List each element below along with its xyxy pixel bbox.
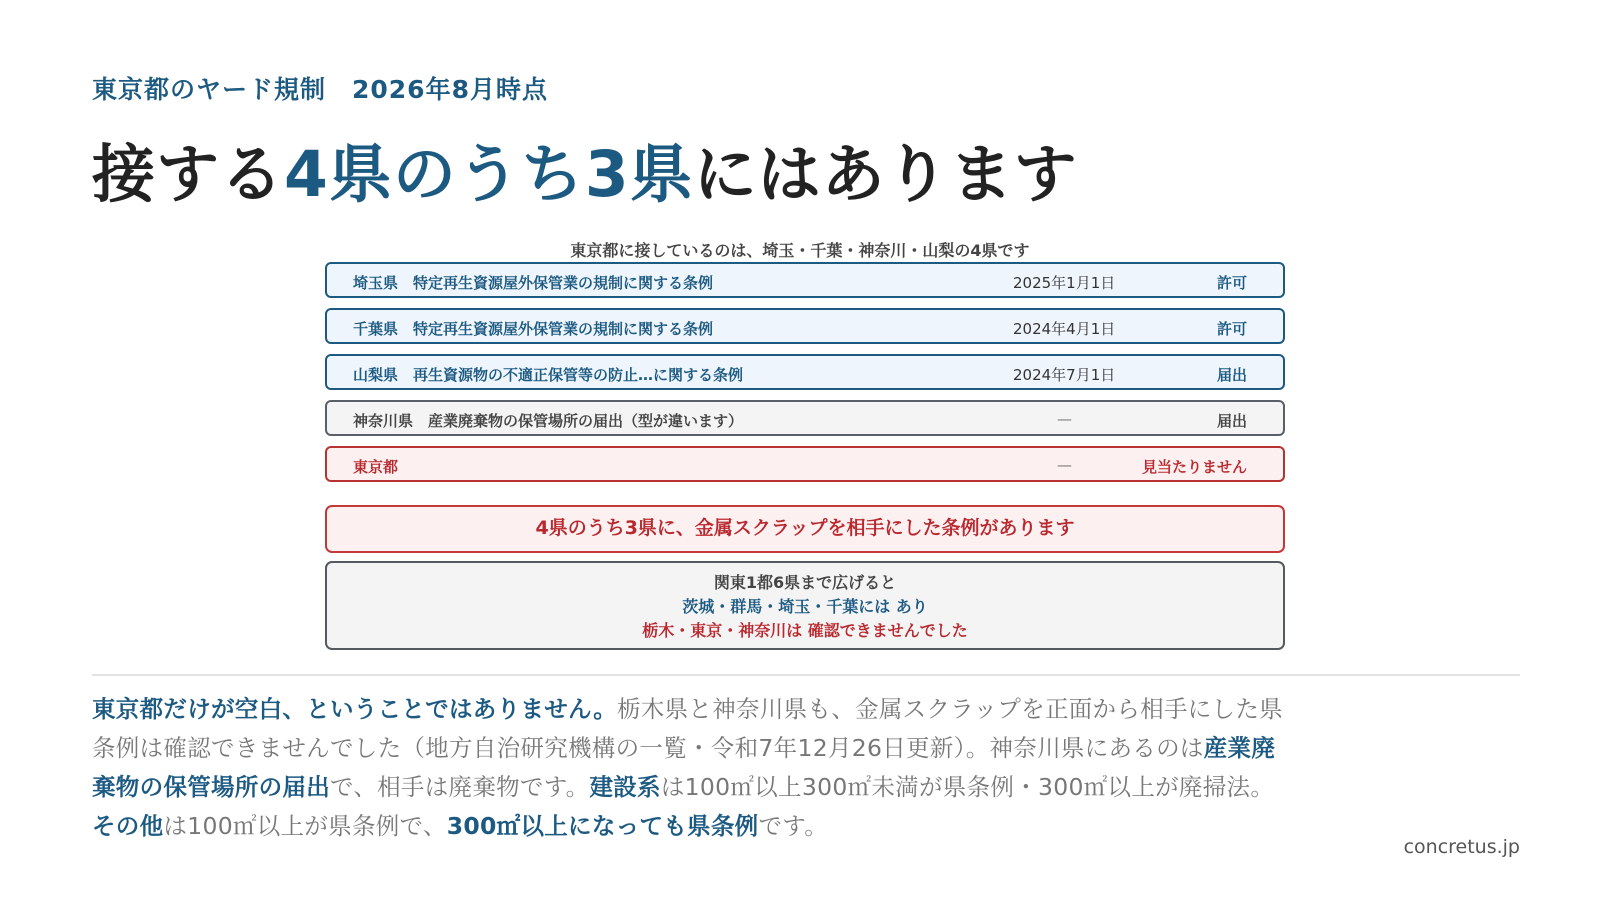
body-paragraph — [92, 690, 1292, 846]
body-text: は100㎡以上300㎡未満が県条例・300㎡以上が廃掃法。 — [660, 773, 1275, 801]
body-text: で、相手は廃棄物です。 — [330, 773, 590, 801]
headline-highlight: 4県のうち3県 — [284, 138, 694, 211]
body-lead: 東京都だけが空白、ということではありません。 — [92, 695, 618, 723]
row-date: 2024年7月1日 — [1013, 366, 1116, 384]
row-status: 見当たりません — [1141, 458, 1247, 476]
row-name: 山梨県 再生資源物の不適正保管等の防止…に関する条例 — [353, 366, 744, 384]
row-date: — — [1057, 410, 1072, 428]
row-name: 神奈川県 産業廃棄物の保管場所の届出（型が違います） — [353, 412, 744, 430]
summary-box: 4県のうち3県に、金属スクラップを相手にした条例があります — [325, 505, 1285, 553]
row-tokyo — [325, 446, 1285, 482]
row-saitama — [325, 262, 1285, 298]
row-date: 2024年4月1日 — [1013, 320, 1116, 338]
headline-part3: にはあります — [693, 138, 1078, 211]
kanto-line2: 茨城・群馬・埼玉・千葉には あり — [682, 597, 928, 616]
body-text: 栃木県と神奈川県も、金属スクラップを正面から相手にした県条例は確認できませんでした（地方自治研究機構の一覧・令和7年12月26日更新）。神奈川県にあるのは — [92, 695, 1283, 762]
row-status: 許可 — [1216, 320, 1247, 338]
row-status: 許可 — [1216, 274, 1247, 292]
body-emphasis: 建設系 — [589, 773, 661, 801]
site-credit: concretus.jp — [1403, 836, 1520, 858]
row-status: 届出 — [1216, 366, 1247, 384]
page-headline — [92, 124, 1078, 215]
row-status: 届出 — [1216, 412, 1247, 430]
kanto-line1: 関東1都6県まで広げると — [713, 573, 897, 592]
row-name: 埼玉県 特定再生資源屋外保管業の規制に関する条例 — [353, 274, 714, 292]
kanto-line3: 栃木・東京・神奈川は 確認できませんでした — [642, 621, 968, 640]
row-name: 千葉県 特定再生資源屋外保管業の規制に関する条例 — [353, 320, 714, 338]
row-chiba — [325, 308, 1285, 344]
row-yamanashi — [325, 354, 1285, 390]
row-name: 東京都 — [353, 458, 399, 476]
body-emphasis: その他 — [92, 812, 164, 840]
table-caption: 東京都に接しているのは、埼玉・千葉・神奈川・山梨の4県です — [570, 241, 1030, 260]
row-date: — — [1057, 456, 1072, 474]
body-text: です。 — [758, 812, 828, 840]
row-date: 2025年1月1日 — [1013, 274, 1116, 292]
body-emphasis: 300㎡以上になっても県条例 — [446, 812, 759, 840]
row-kanagawa — [325, 400, 1285, 436]
body-emphasis: 産業廃棄物の保管場所の届出 — [92, 734, 1276, 801]
headline-part1: 接する — [92, 138, 284, 211]
body-text: は100㎡以上が県条例で、 — [163, 812, 447, 840]
kanto-box — [325, 561, 1285, 650]
page-kicker: 東京都のヤード規制 2026年8月時点 — [92, 75, 548, 104]
divider — [92, 674, 1520, 676]
